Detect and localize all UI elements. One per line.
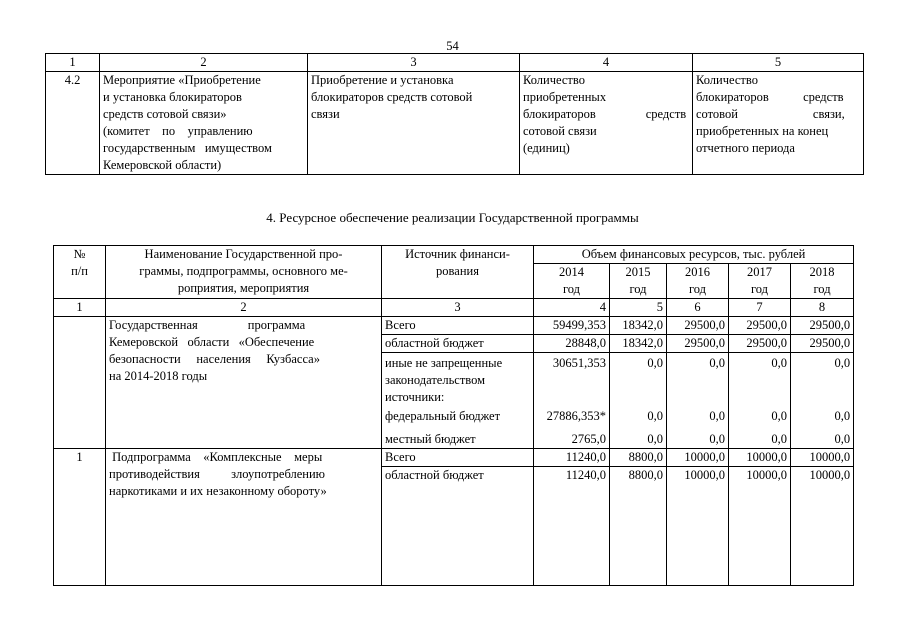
value: 29500,0 <box>729 317 790 335</box>
volume-header: Объем финансовых ресурсов, тыс. рублей <box>534 246 854 264</box>
index-cell: 3 <box>382 299 534 317</box>
source-label: источники: <box>385 390 445 404</box>
value: 0,0 <box>771 432 787 446</box>
text-line: (комитет по управлению <box>103 124 253 138</box>
text-line: сотовой связи <box>523 124 597 138</box>
value: 0,0 <box>834 356 851 370</box>
value: 0,0 <box>834 409 851 423</box>
text-line: на 2014-2018 годы <box>109 369 208 383</box>
text-line: Приобретение и установка <box>311 73 454 87</box>
program-2017-cell <box>729 317 791 449</box>
text-line: год <box>562 282 581 296</box>
year-header-2018 <box>791 264 854 299</box>
text-line: год <box>813 282 831 296</box>
text-line: 2014 <box>559 265 584 279</box>
text-line: (единиц) <box>523 141 570 155</box>
page-number: 54 <box>446 39 459 53</box>
text-line: наркотиками и их незаконному обороту» <box>109 484 327 498</box>
index-cell: 5 <box>610 299 667 317</box>
text-line: 2016 <box>685 265 710 279</box>
index-cell: 8 <box>791 299 854 317</box>
text-line: год <box>688 282 707 296</box>
value: 2765,0 <box>571 432 606 446</box>
value: 0,0 <box>709 356 725 370</box>
value <box>794 372 850 389</box>
value: 10000,0 <box>809 468 851 482</box>
name-header <box>106 246 382 299</box>
index-row <box>54 299 854 317</box>
value: 0,0 <box>647 432 663 446</box>
text-line: блокираторов средств <box>696 90 844 104</box>
source-label: Всего <box>382 317 533 335</box>
value: 29500,0 <box>791 317 853 335</box>
subprogram-2018-cell <box>791 449 854 586</box>
value: 59499,353 <box>534 317 609 335</box>
text-line: и установка блокираторов <box>103 90 242 104</box>
value: 10000,0 <box>667 449 728 467</box>
value: 11240,0 <box>565 468 606 482</box>
year-header-2015 <box>610 264 667 299</box>
header-cell: 1 <box>46 54 100 72</box>
text-line: год <box>750 282 769 296</box>
text-line: блокираторов средств сотовой <box>311 90 473 104</box>
text-line: 2015 <box>625 265 651 279</box>
text-line: 2018 <box>809 265 835 279</box>
program-2018-cell <box>791 317 854 449</box>
value: 8800,0 <box>628 468 663 482</box>
measures-table-header <box>46 54 864 72</box>
value <box>613 389 663 406</box>
value: 0,0 <box>834 432 851 446</box>
value: 30651,353 <box>552 356 606 370</box>
event-content-cell <box>308 72 520 175</box>
value: 10000,0 <box>746 468 787 482</box>
subprogram-number: 1 <box>54 449 106 586</box>
event-name-cell <box>100 72 308 175</box>
value <box>537 372 606 389</box>
value: 0,0 <box>771 409 787 423</box>
source-label: областной бюджет <box>382 335 533 353</box>
text-line: № <box>73 247 86 261</box>
text-line: безопасности населения Кузбасса» <box>109 352 320 366</box>
subprogram-2015-cell <box>610 449 667 586</box>
text-line: блокираторов средств <box>523 107 687 121</box>
header-cell: 3 <box>308 54 520 72</box>
index-cell: 6 <box>667 299 729 317</box>
text-line: отчетного периода <box>696 141 795 155</box>
source-label: иные не запрещенные <box>385 356 503 370</box>
text-line: государственным имуществом <box>103 141 272 155</box>
text-line: противодействия злоупотреблению <box>109 467 326 481</box>
value: 0,0 <box>771 356 787 370</box>
header-cell: 2 <box>100 54 308 72</box>
value: 28848,0 <box>534 335 609 353</box>
row-number: 4.2 <box>46 72 100 175</box>
subprogram-2014-cell <box>534 449 610 586</box>
text-line: Количество <box>696 73 758 87</box>
source-label: областной бюджет <box>385 468 484 482</box>
value: 8800,0 <box>610 449 666 467</box>
value <box>670 372 725 389</box>
year-header-2016 <box>667 264 729 299</box>
subprogram-sources-cell <box>382 449 534 586</box>
source-header <box>382 246 534 299</box>
value: 0,0 <box>647 409 663 423</box>
text-line: п/п <box>71 264 88 278</box>
index-cell: 4 <box>534 299 610 317</box>
program-sources-cell <box>382 317 534 449</box>
source-label: Всего <box>382 449 533 467</box>
text-line: 2017 <box>747 265 772 279</box>
value: 29500,0 <box>667 317 728 335</box>
text-line: Количество <box>523 73 585 87</box>
value: 18342,0 <box>610 335 666 353</box>
num-header <box>54 246 106 299</box>
indicator-cell <box>520 72 693 175</box>
value: 29500,0 <box>791 335 853 353</box>
value: 0,0 <box>709 432 725 446</box>
text-line: Подпрограмма «Комплексные меры <box>109 450 323 464</box>
value: 10000,0 <box>791 449 853 467</box>
text-line: приобретенных <box>523 90 607 104</box>
program-2014-cell <box>534 317 610 449</box>
value: 29500,0 <box>667 335 728 353</box>
text-line: приобретенных на конец <box>696 124 829 138</box>
table-row <box>46 72 864 175</box>
program-2015-cell <box>610 317 667 449</box>
year-header-2017 <box>729 264 791 299</box>
index-cell: 7 <box>729 299 791 317</box>
value: 11240,0 <box>534 449 609 467</box>
value: 18342,0 <box>610 317 666 335</box>
value <box>613 372 663 389</box>
program-name-cell <box>106 317 382 449</box>
resources-table <box>53 245 854 586</box>
source-label: законодательством <box>385 373 486 387</box>
value: 10000,0 <box>684 468 725 482</box>
text-line: граммы, подпрограммы, основного ме- <box>139 264 348 278</box>
section-title: 4. Ресурсное обеспечение реализации Государственной программы <box>266 210 639 225</box>
text-line: средств сотовой связи» <box>103 107 227 121</box>
text-line: Государственная программа <box>109 318 306 332</box>
value: 27886,353* <box>546 409 606 423</box>
header-cell: 4 <box>520 54 693 72</box>
value: 29500,0 <box>729 335 790 353</box>
value <box>794 389 850 406</box>
program-row <box>54 317 854 449</box>
text-line: Мероприятие «Приобретение <box>103 73 261 87</box>
value <box>732 389 787 406</box>
subprogram-row <box>54 449 854 586</box>
index-cell: 2 <box>106 299 382 317</box>
year-header-2014 <box>534 264 610 299</box>
text-line: рования <box>436 264 479 278</box>
header-cell: 5 <box>693 54 864 72</box>
text-line: Кемеровской области «Обеспечение <box>109 335 315 349</box>
value <box>732 372 787 389</box>
source-label: местный бюджет <box>385 432 476 446</box>
program-number <box>54 317 106 449</box>
text-line: Кемеровской области) <box>103 158 222 172</box>
value <box>537 389 606 406</box>
resources-header-row <box>54 246 854 264</box>
text-line: Наименование Государственной про- <box>144 247 343 261</box>
value <box>670 389 725 406</box>
index-cell: 1 <box>54 299 106 317</box>
text-line: год <box>629 282 647 296</box>
subprogram-name-cell <box>106 449 382 586</box>
text-line: роприятия, мероприятия <box>177 281 310 295</box>
value: 0,0 <box>709 409 725 423</box>
result-cell <box>693 72 864 175</box>
measures-table <box>45 53 864 175</box>
program-2016-cell <box>667 317 729 449</box>
subprogram-2017-cell <box>729 449 791 586</box>
value: 10000,0 <box>729 449 790 467</box>
value: 0,0 <box>647 356 663 370</box>
source-label: федеральный бюджет <box>385 409 501 423</box>
text-line: Источник финанси- <box>405 247 510 261</box>
text-line: сотовой связи, <box>696 107 845 121</box>
subprogram-2016-cell <box>667 449 729 586</box>
text-line: связи <box>311 107 340 121</box>
